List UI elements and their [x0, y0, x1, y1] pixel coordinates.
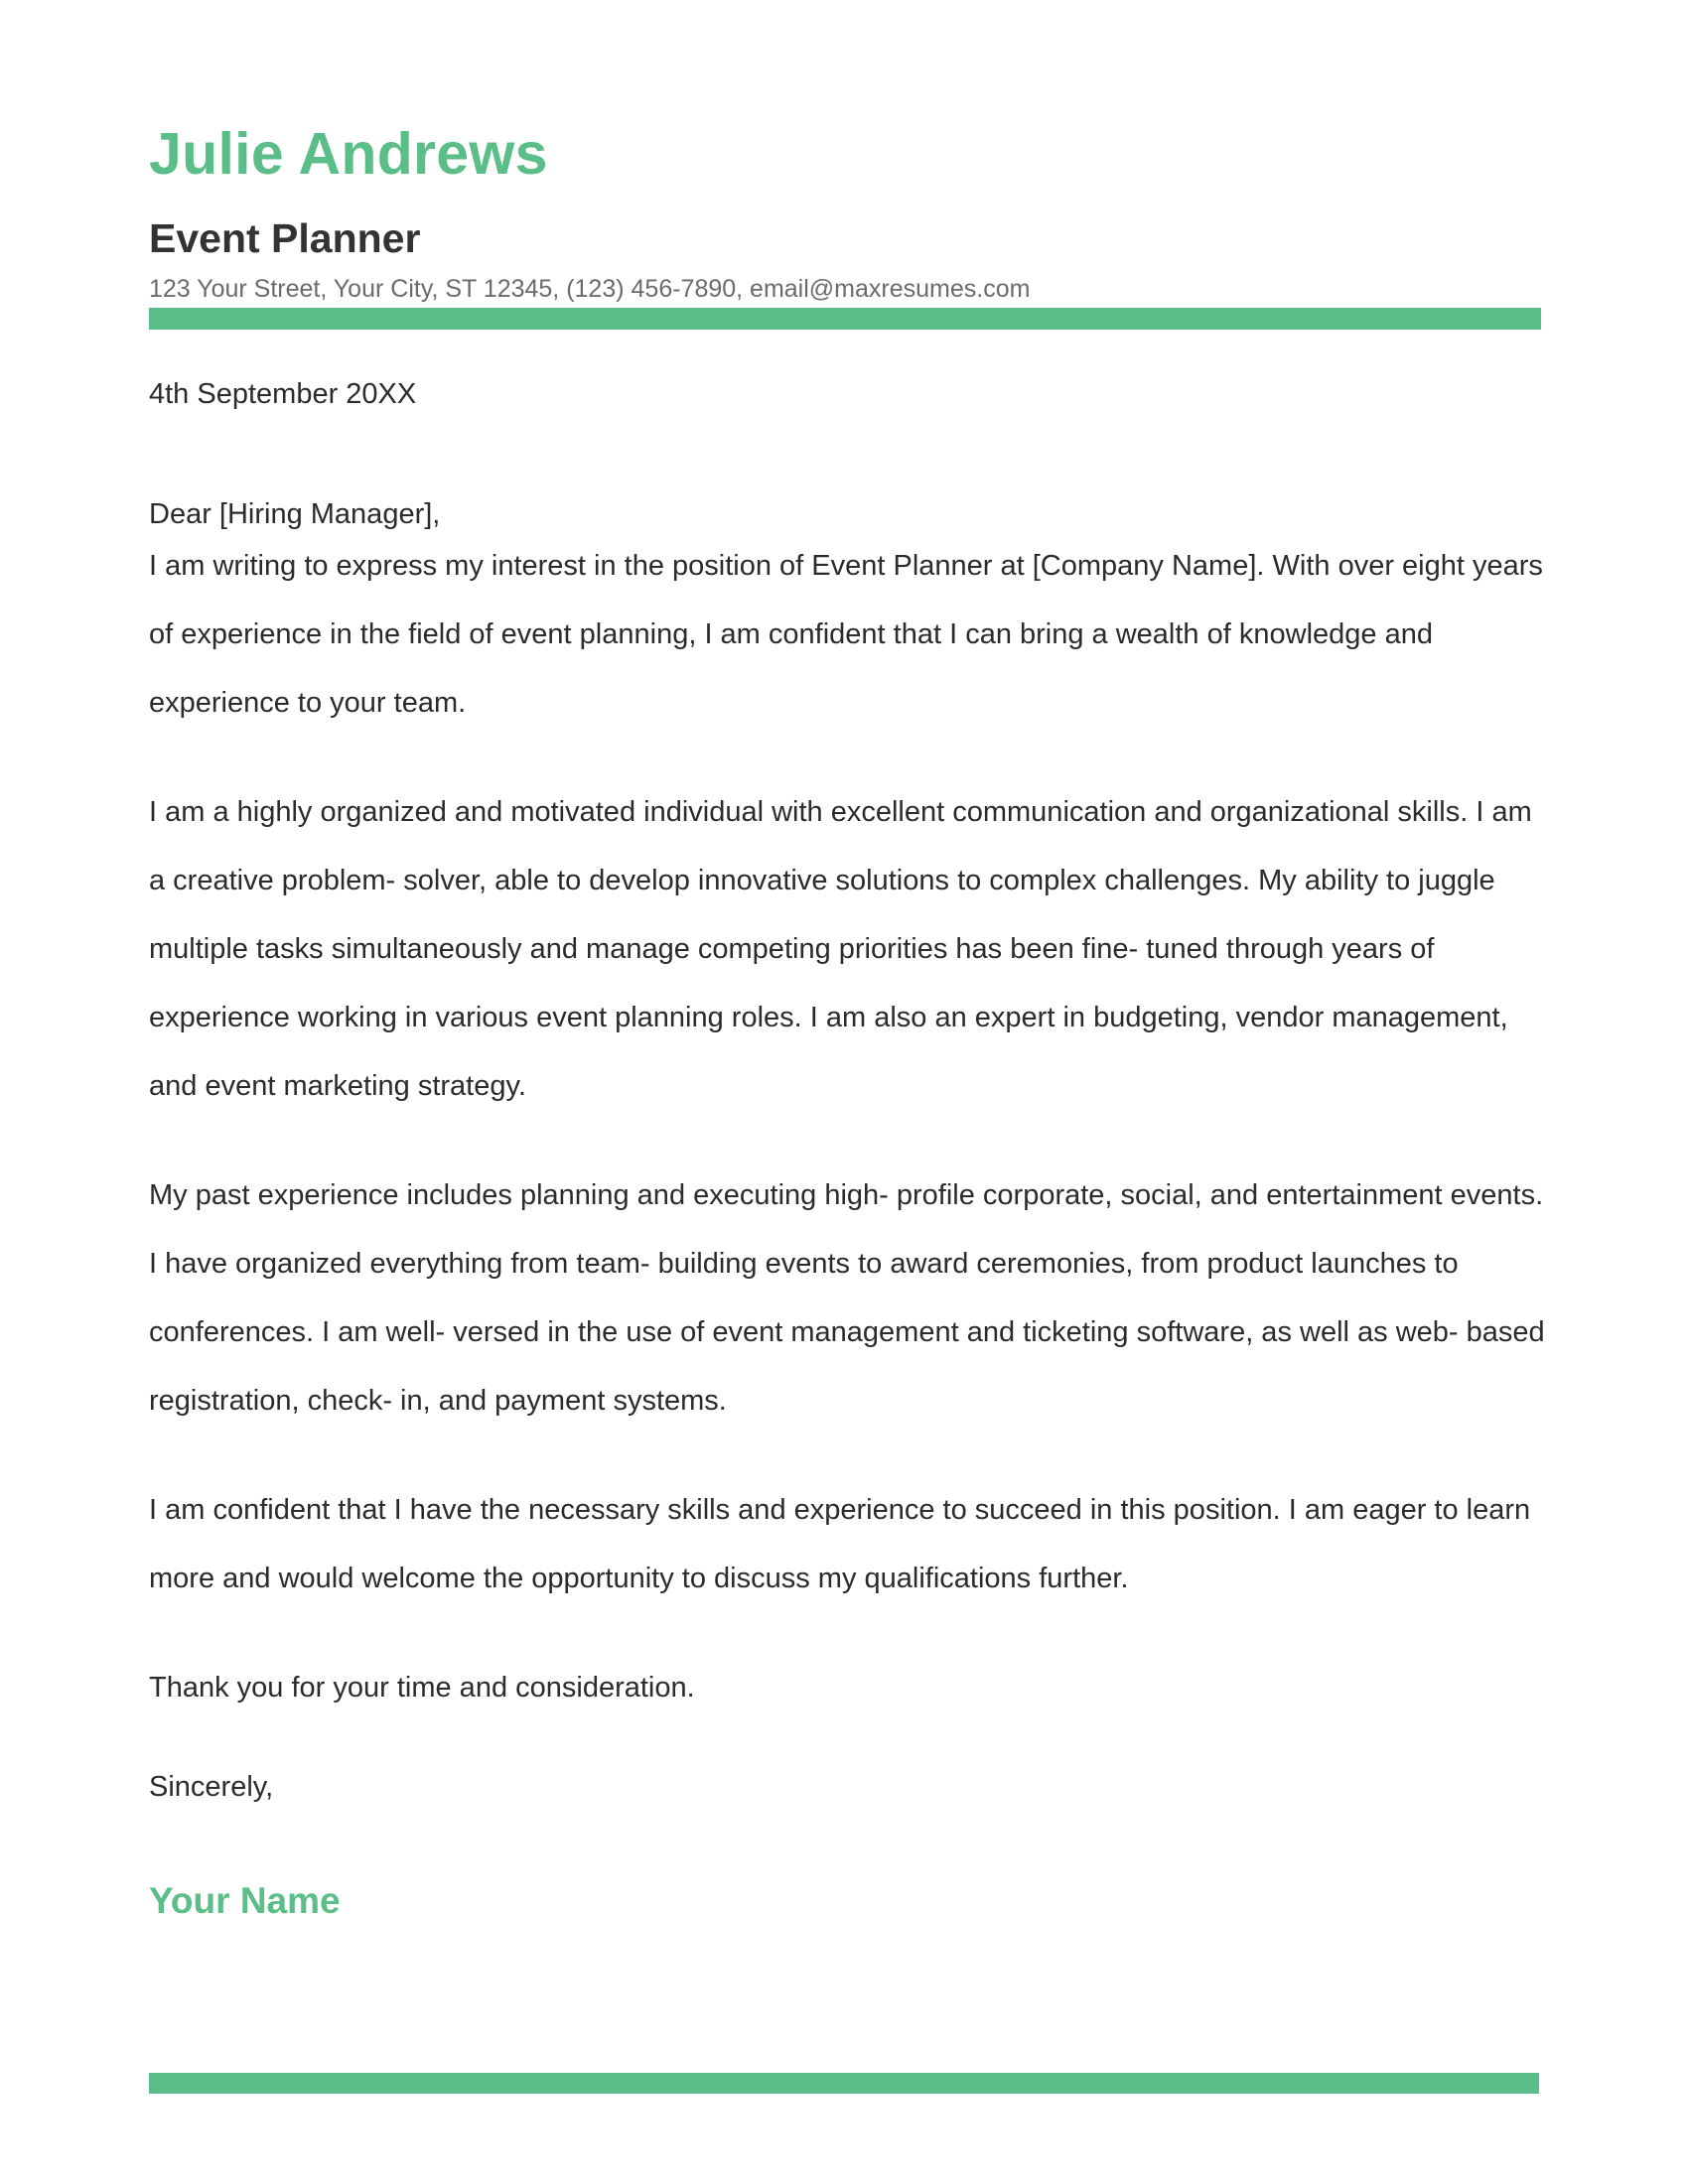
- job-title: Event Planner: [149, 215, 421, 261]
- body-paragraph: I am a highly organized and motivated individual with excellent communication and organizational skills. I am a creative problem- solver, able to develop innovative solutions to complex challenges. My ability to juggle multiple tasks simultaneously and manage competing priorities has been fine- tuned through years of experience working in various event planning roles. I am also an expert in budgeting, vendor management, and event marketing strategy.: [149, 796, 1532, 1102]
- closing: Sincerely,: [149, 1771, 274, 1803]
- signature-name: Your Name: [149, 1880, 341, 1921]
- contact-line: 123 Your Street, Your City, ST 12345, (123) 456-7890, email@maxresumes.com: [149, 275, 1031, 303]
- cover-letter-page: [149, 0, 1545, 2184]
- letter-body: [149, 532, 1549, 1763]
- salutation: Dear [Hiring Manager],: [149, 498, 441, 530]
- footer-divider: [149, 2073, 1539, 2094]
- thank-you-line: Thank you for your time and consideration.: [149, 1672, 695, 1704]
- letter-date: 4th September 20XX: [149, 378, 417, 410]
- body-paragraph: My past experience includes planning and executing high- profile corporate, social, and entertainment events. I have organized everything from team- building events to award ceremonies, from product launches to conferences. I am well- versed in the use of event management and ticketing software, as well as web- based registration, check- in, and payment systems.: [149, 1179, 1545, 1417]
- applicant-name: Julie Andrews: [149, 121, 548, 187]
- body-paragraph: I am confident that I have the necessary skills and experience to succeed in this position. I am eager to learn more and would welcome the opportunity to discuss my qualifications further.: [149, 1494, 1531, 1594]
- header-divider: [149, 308, 1541, 330]
- body-paragraph: I am writing to express my interest in the position of Event Planner at [Company Name]. With over eight years of experience in the field of event planning, I am confident that I can bring a wealth of knowledge and experience to your team.: [149, 550, 1543, 719]
